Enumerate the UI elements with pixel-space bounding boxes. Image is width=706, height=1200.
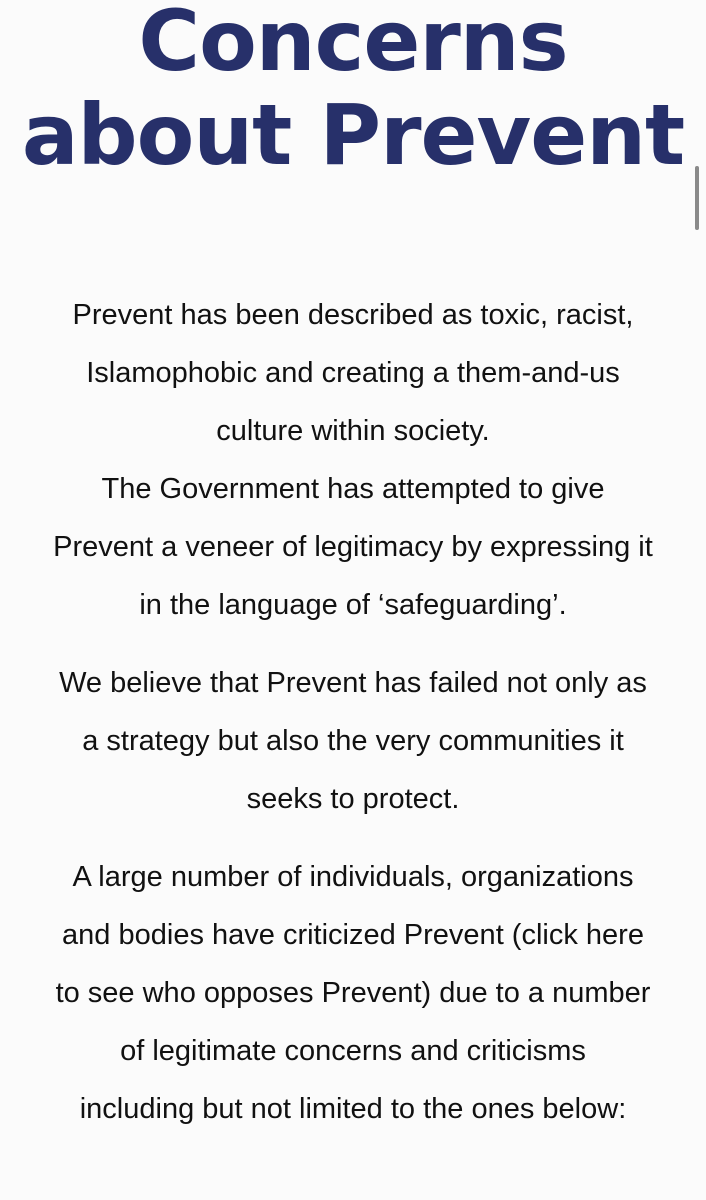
text-line: A large number of individuals, organizations: [72, 861, 634, 893]
paragraph-description: [0, 286, 706, 634]
text-line: culture within society.: [216, 415, 490, 447]
text-line: a strategy but also the very communities it: [82, 725, 624, 757]
text-line: We believe that Prevent has failed not only as: [59, 667, 647, 699]
page-title: [0, 0, 706, 182]
page-title-line-1: Concerns: [138, 0, 568, 90]
text-line: including but not limited to the ones below:: [79, 1093, 627, 1125]
text-line: to see who opposes Prevent) due to a number: [55, 977, 651, 1009]
paragraph-criticism: [0, 848, 706, 1138]
text-line: Prevent a veneer of legitimacy by expressing it: [53, 531, 653, 563]
paragraph-belief: [0, 654, 706, 828]
scrollbar-thumb[interactable]: [695, 166, 699, 230]
page-title-line-2: about Prevent: [21, 86, 685, 184]
article-body: [0, 286, 706, 1138]
text-line: The Government has attempted to give: [101, 473, 605, 505]
text-line: of legitimate concerns and criticisms: [120, 1035, 586, 1067]
text-line: seeks to protect.: [246, 783, 460, 815]
text-line: Islamophobic and creating a them-and-us: [86, 357, 620, 389]
text-line: and bodies have criticized Prevent (click here: [62, 919, 644, 951]
text-line: in the language of ‘safeguarding’.: [139, 589, 567, 621]
text-line: Prevent has been described as toxic, racist,: [72, 299, 634, 331]
